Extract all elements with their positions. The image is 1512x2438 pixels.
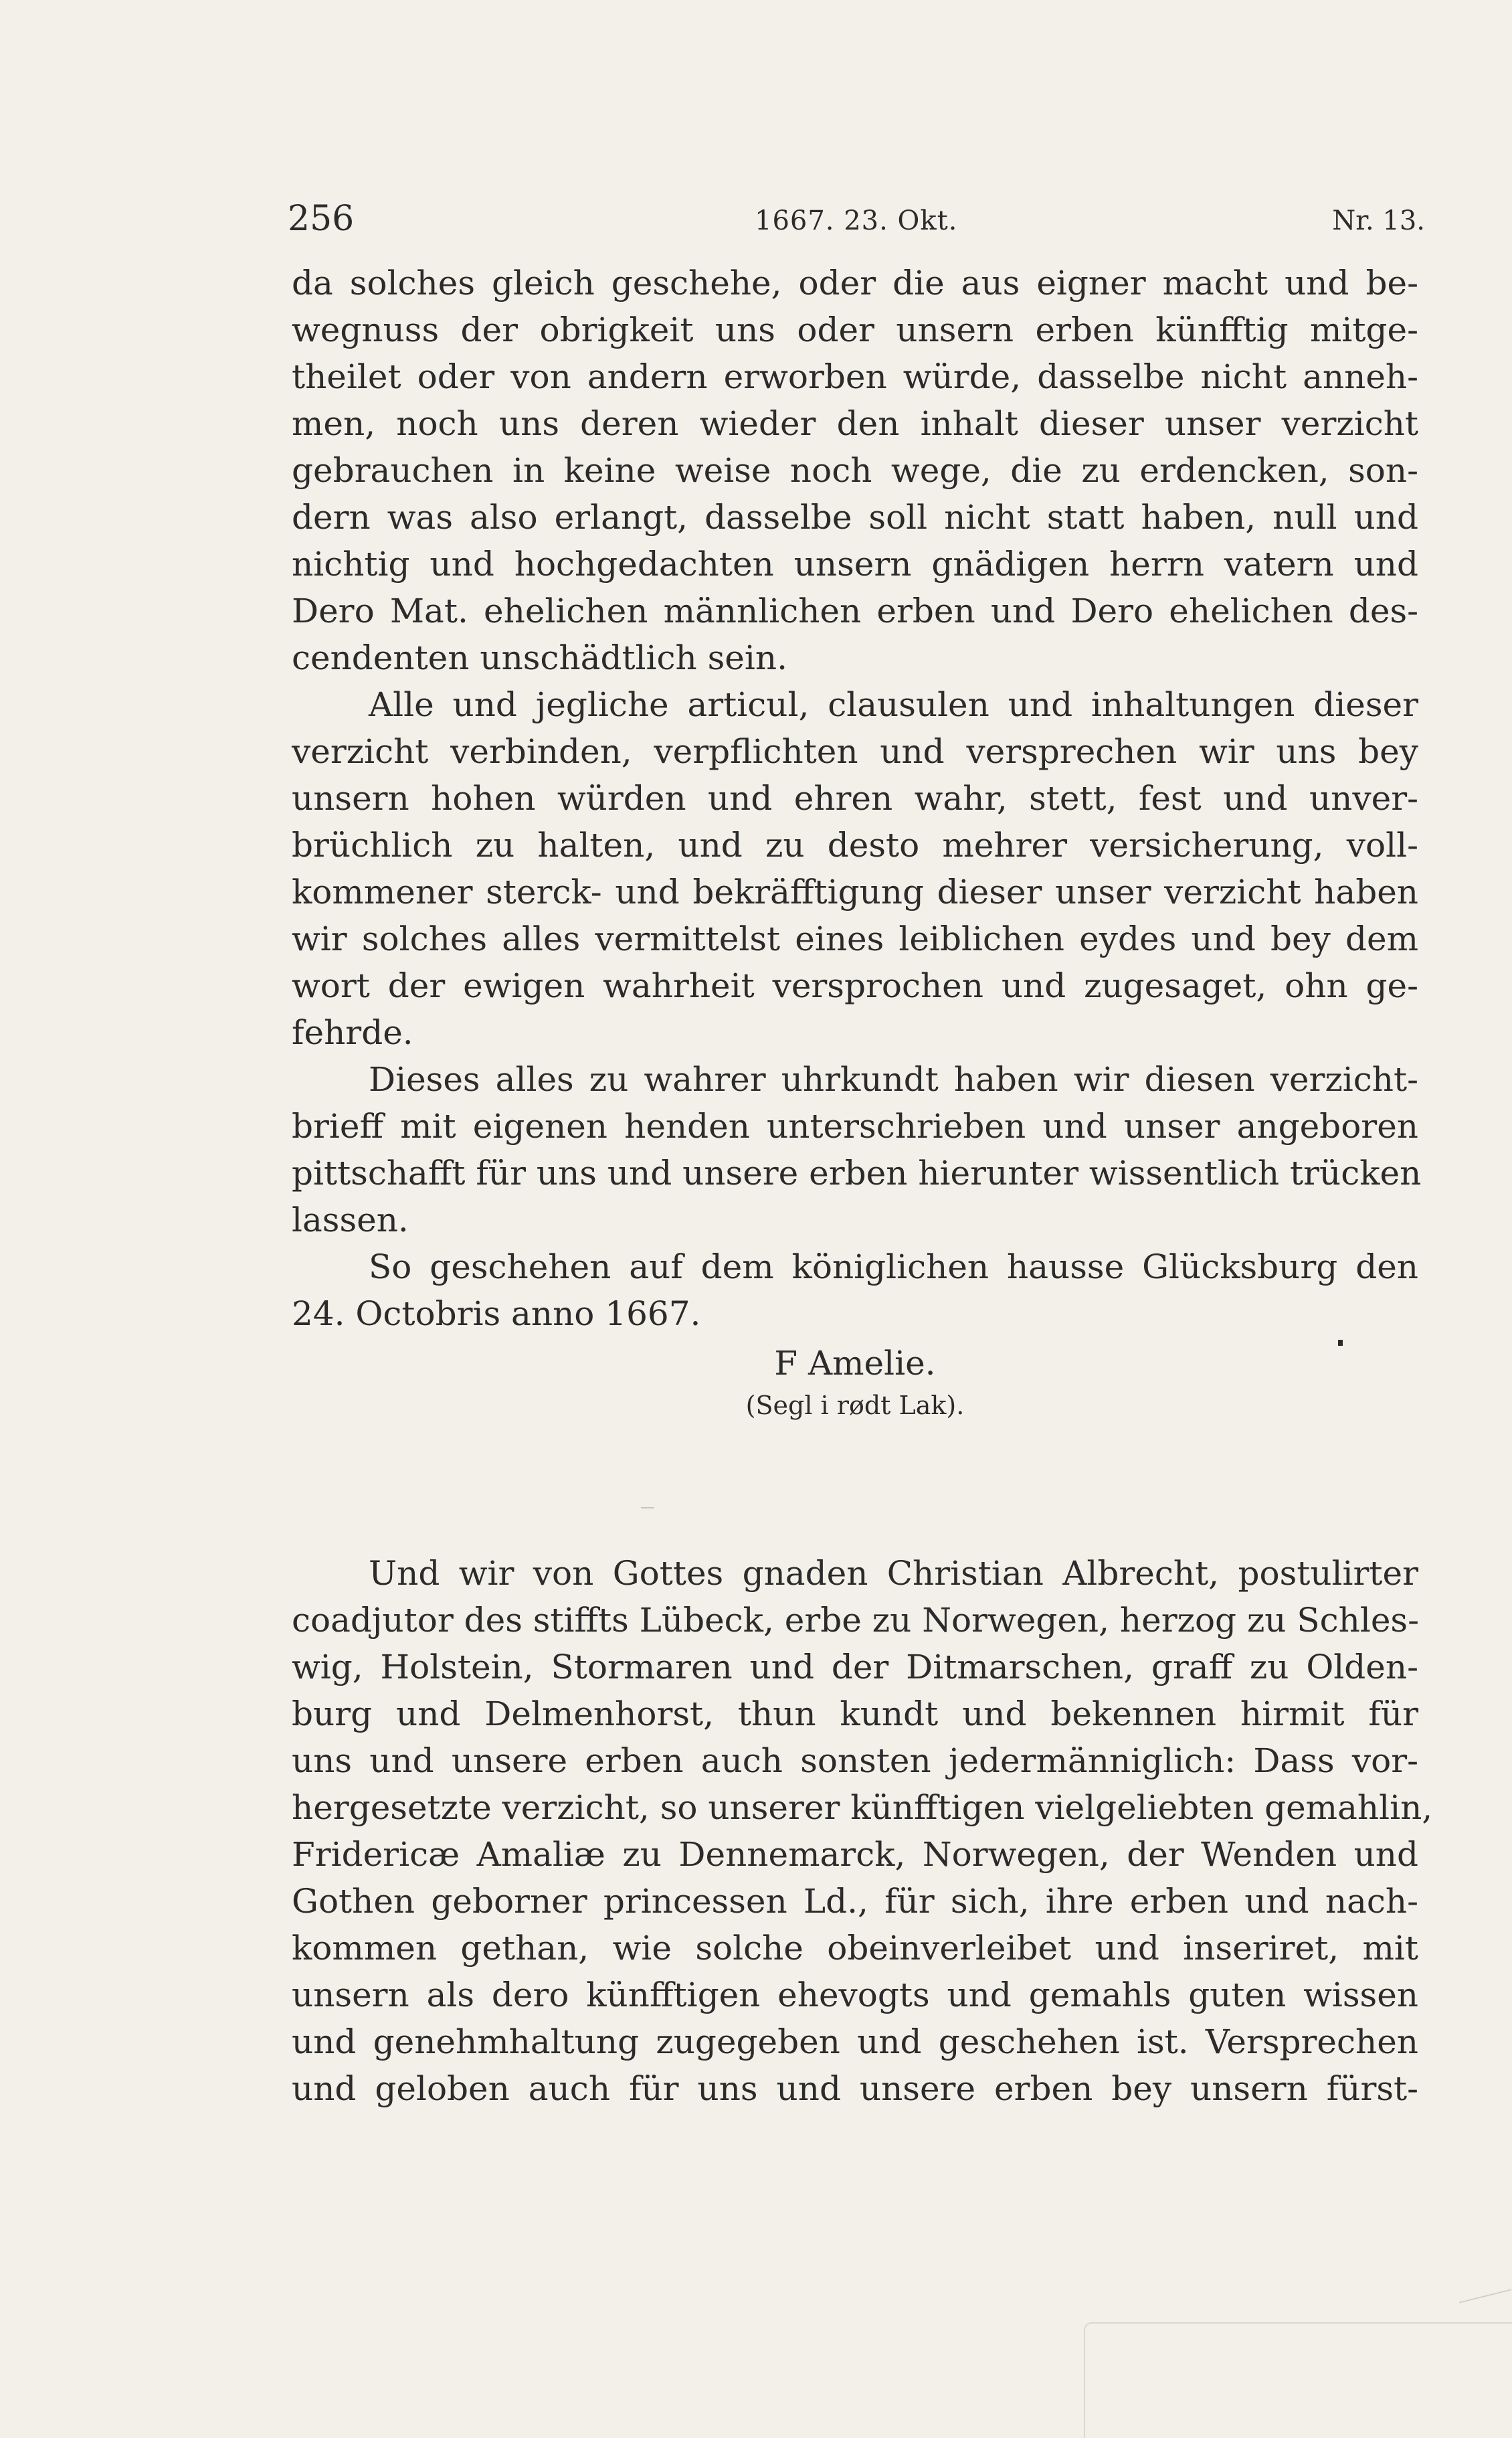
text-line: wig, Holstein, Stormaren und der Ditmarschen, graff zu Olden- bbox=[292, 1648, 1418, 1686]
text-line: kommen gethan, wie solche obeinverleibet und inseriret, mit bbox=[292, 1929, 1418, 1968]
paragraph-5 bbox=[292, 1550, 1433, 2112]
text-line: gebrauchen in keine weise noch wege, die zu erdencken, son- bbox=[292, 451, 1418, 490]
text-line: da solches gleich geschehe, oder die aus eigner macht und be- bbox=[292, 264, 1418, 302]
text-line: Fridericæ Amaliæ zu Dennemarck, Norwegen, der Wenden und bbox=[292, 1835, 1418, 1874]
text-line: nichtig und hochgedachten unsern gnädigen herrn vatern und bbox=[292, 545, 1418, 584]
text-line: burg und Delmenhorst, thun kundt und bekennen hirmit für bbox=[292, 1694, 1418, 1733]
text-line: lassen. bbox=[292, 1201, 409, 1239]
corner-outline bbox=[1084, 2322, 1512, 2438]
text-line: men, noch uns deren wieder den inhalt dieser unser verzicht bbox=[292, 404, 1418, 443]
text-line: dern was also erlangt, dasselbe soll nicht statt haben, null und bbox=[292, 498, 1418, 537]
page-header bbox=[288, 191, 1425, 244]
text-block-2 bbox=[292, 1550, 1433, 2112]
paragraph-3 bbox=[292, 1056, 1422, 1243]
text-line: Gothen geborner princessen Ld., für sich, ihre erben und nach- bbox=[292, 1882, 1418, 1921]
page-corner-mark bbox=[1084, 2295, 1512, 2437]
divider-mark bbox=[641, 1507, 654, 1508]
text-line: So geschehen auf dem königlichen hausse Glücksburg den bbox=[369, 1247, 1418, 1286]
text-line: fehrde. bbox=[292, 1013, 413, 1052]
text-line: Dero Mat. ehelichen männlichen erben und Dero ehelichen des- bbox=[292, 592, 1418, 630]
text-line: hergesetzte verzicht, so unserer künfftigen vielgeliebten gemahlin, bbox=[292, 1788, 1433, 1827]
text-line: 24. Octobris anno 1667. bbox=[292, 1294, 701, 1333]
text-line: brüchlich zu halten, und zu desto mehrer versicherung, voll- bbox=[292, 826, 1418, 865]
stray-mark bbox=[1338, 1340, 1343, 1346]
page-number: 256 bbox=[288, 199, 355, 239]
paragraph-4 bbox=[292, 1243, 1418, 1337]
text-line: Dieses alles zu wahrer uhrkundt haben wir diesen verzicht- bbox=[369, 1060, 1418, 1099]
text-line: wort der ewigen wahrheit versprochen und zugesaget, ohn ge- bbox=[292, 966, 1418, 1005]
signature: F Amelie. bbox=[774, 1344, 936, 1383]
text-line: und geloben auch für uns und unsere erben bey unsern fürst- bbox=[292, 2069, 1418, 2108]
text-line: unsern hohen würden und ehren wahr, stett, fest und unver- bbox=[292, 779, 1418, 818]
text-line: uns und unsere erben auch sonsten jedermänniglich: Dass vor- bbox=[292, 1741, 1418, 1780]
text-line: unsern als dero künfftigen ehevogts und gemahls guten wissen bbox=[292, 1976, 1418, 2014]
text-line: und genehmhaltung zugegeben und geschehen ist. Versprechen bbox=[292, 2022, 1418, 2061]
text-line: verzicht verbinden, verpflichten und versprechen wir uns bey bbox=[292, 732, 1418, 771]
text-line: brieff mit eigenen henden unterschrieben und unser angeboren bbox=[292, 1107, 1418, 1146]
document-number: Nr. 13. bbox=[1332, 205, 1425, 236]
text-line: wir solches alles vermittelst eines leiblichen eydes und bey dem bbox=[292, 920, 1418, 958]
paragraph-1 bbox=[292, 260, 1418, 681]
text-line: kommener sterck- und bekräfftigung dieser unser verzicht haben bbox=[292, 873, 1418, 911]
text-line: wegnuss der obrigkeit uns oder unsern erben künfftig mitge- bbox=[292, 311, 1418, 349]
paragraph-2 bbox=[292, 681, 1418, 1056]
text-line: Alle und jegliche articul, clausulen und inhaltungen dieser bbox=[369, 685, 1418, 724]
text-line: cendenten unschädtlich sein. bbox=[292, 638, 787, 677]
text-line: Und wir von Gottes gnaden Christian Albrecht, postulirter bbox=[369, 1554, 1418, 1593]
seal-note: (Segl i rødt Lak). bbox=[745, 1391, 965, 1420]
text-block-1 bbox=[292, 260, 1422, 1424]
text-line: pittschafft für uns und unsere erben hierunter wissentlich trücken bbox=[292, 1154, 1422, 1193]
header-date: 1667. 23. Okt. bbox=[755, 205, 958, 236]
text-line: coadjutor des stiffts Lübeck, erbe zu Norwegen, herzog zu Schles- bbox=[292, 1601, 1419, 1640]
corner-line bbox=[1459, 2289, 1511, 2303]
text-line: theilet oder von andern erworben würde, dasselbe nicht anneh- bbox=[292, 357, 1418, 396]
